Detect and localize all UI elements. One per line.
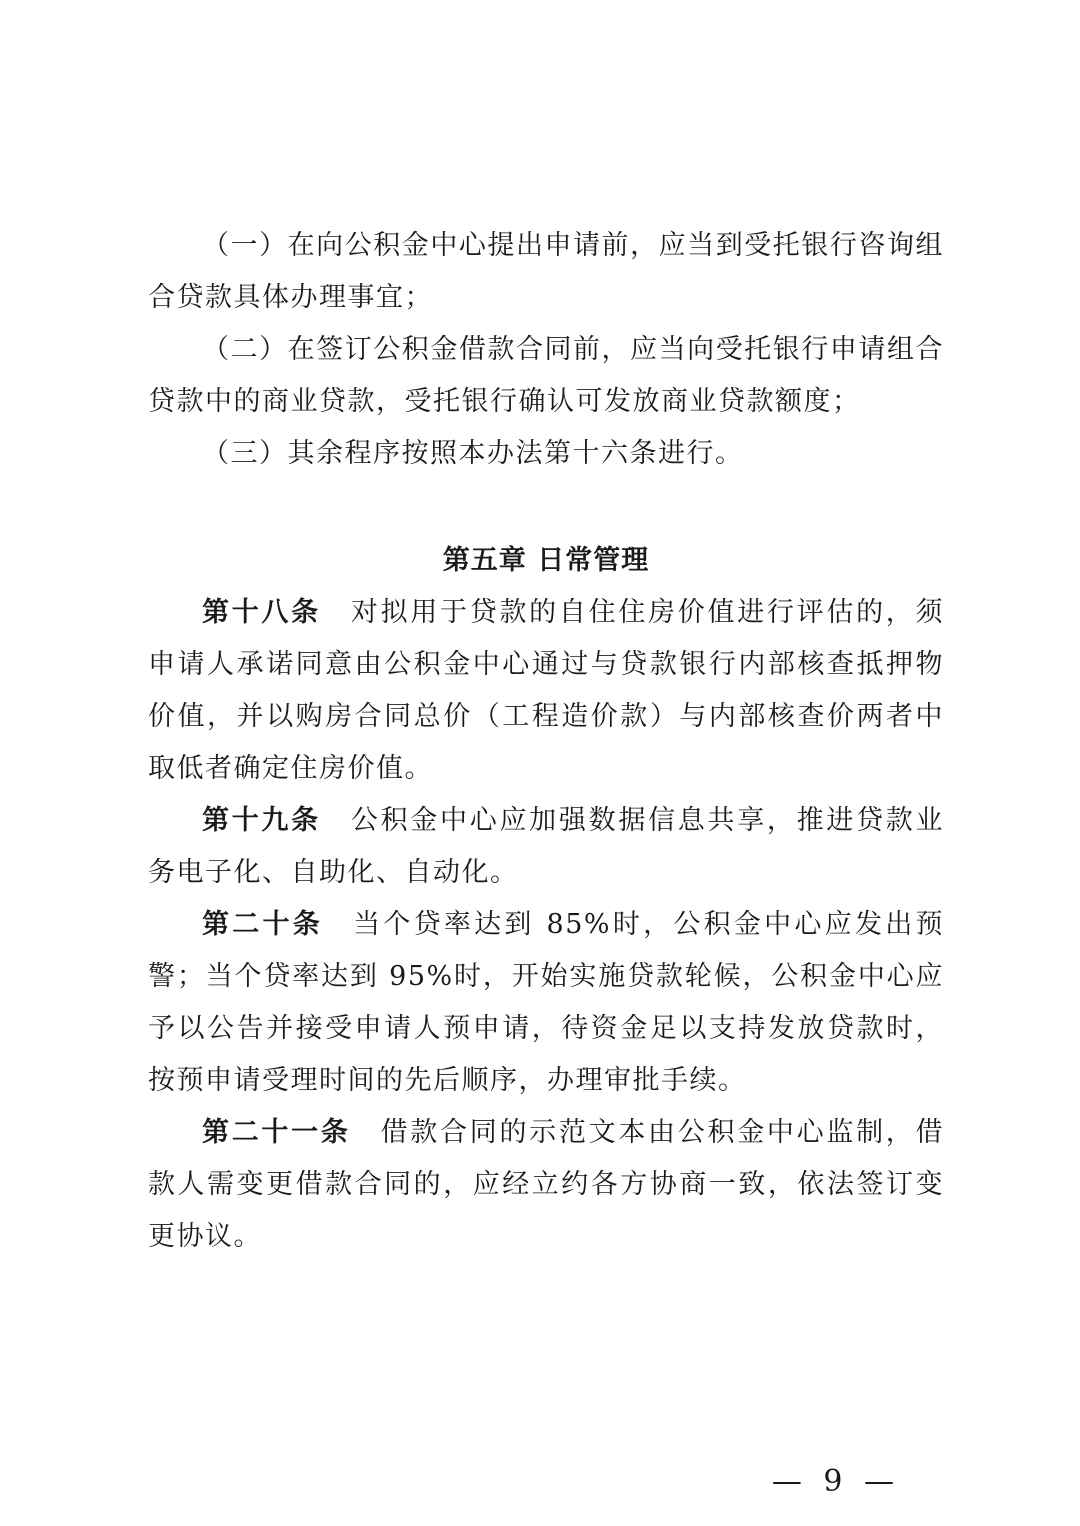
article [148,587,944,795]
chapter-block [148,535,944,587]
article-text: 当个贷率达到 85%时，公积金中心应发出预警；当个贷率达到 95%时，开始实施贷款轮候，公积金中心应予以公告并接受申请人预申请，待资金足以支持发放贷款时，按预申请受理时间的先后顺序，办理审批手续。 [148,909,945,1096]
list-item: （二）在签订公积金借款合同前，应当向受托银行申请组合贷款中的商业贷款，受托银行确认可发放商业贷款额度； [148,334,944,417]
article-text: 借款合同的示范文本由公积金中心监制，借款人需变更借款合同的，应经立约各方协商一致，依法签订变更协议。 [148,1117,945,1252]
article [148,899,944,1107]
page-number: — 9 — [771,1464,900,1499]
article-number: 第十九条 [202,805,321,836]
items-block [148,220,944,480]
article-number: 第十八条 [202,597,321,628]
article [148,795,944,899]
article-number: 第二十条 [202,909,324,940]
article-text: 对拟用于贷款的自住住房价值进行评估的，须申请人承诺同意由公积金中心通过与贷款银行内部核查抵押物价值，并以购房合同总价（工程造价款）与内部核查价两者中取低者确定住房价值。 [148,597,945,784]
article [148,1107,944,1263]
articles-block [148,587,944,1263]
article-text: 公积金中心应加强数据信息共享，推进贷款业务电子化、自助化、自动化。 [148,805,945,888]
chapter-title: 第五章 日常管理 [442,545,650,576]
list-item: （三）其余程序按照本办法第十六条进行。 [202,438,744,469]
article-number: 第二十一条 [202,1117,351,1148]
list-item: （一）在向公积金中心提出申请前，应当到受托银行咨询组合贷款具体办理事宜； [148,230,944,313]
